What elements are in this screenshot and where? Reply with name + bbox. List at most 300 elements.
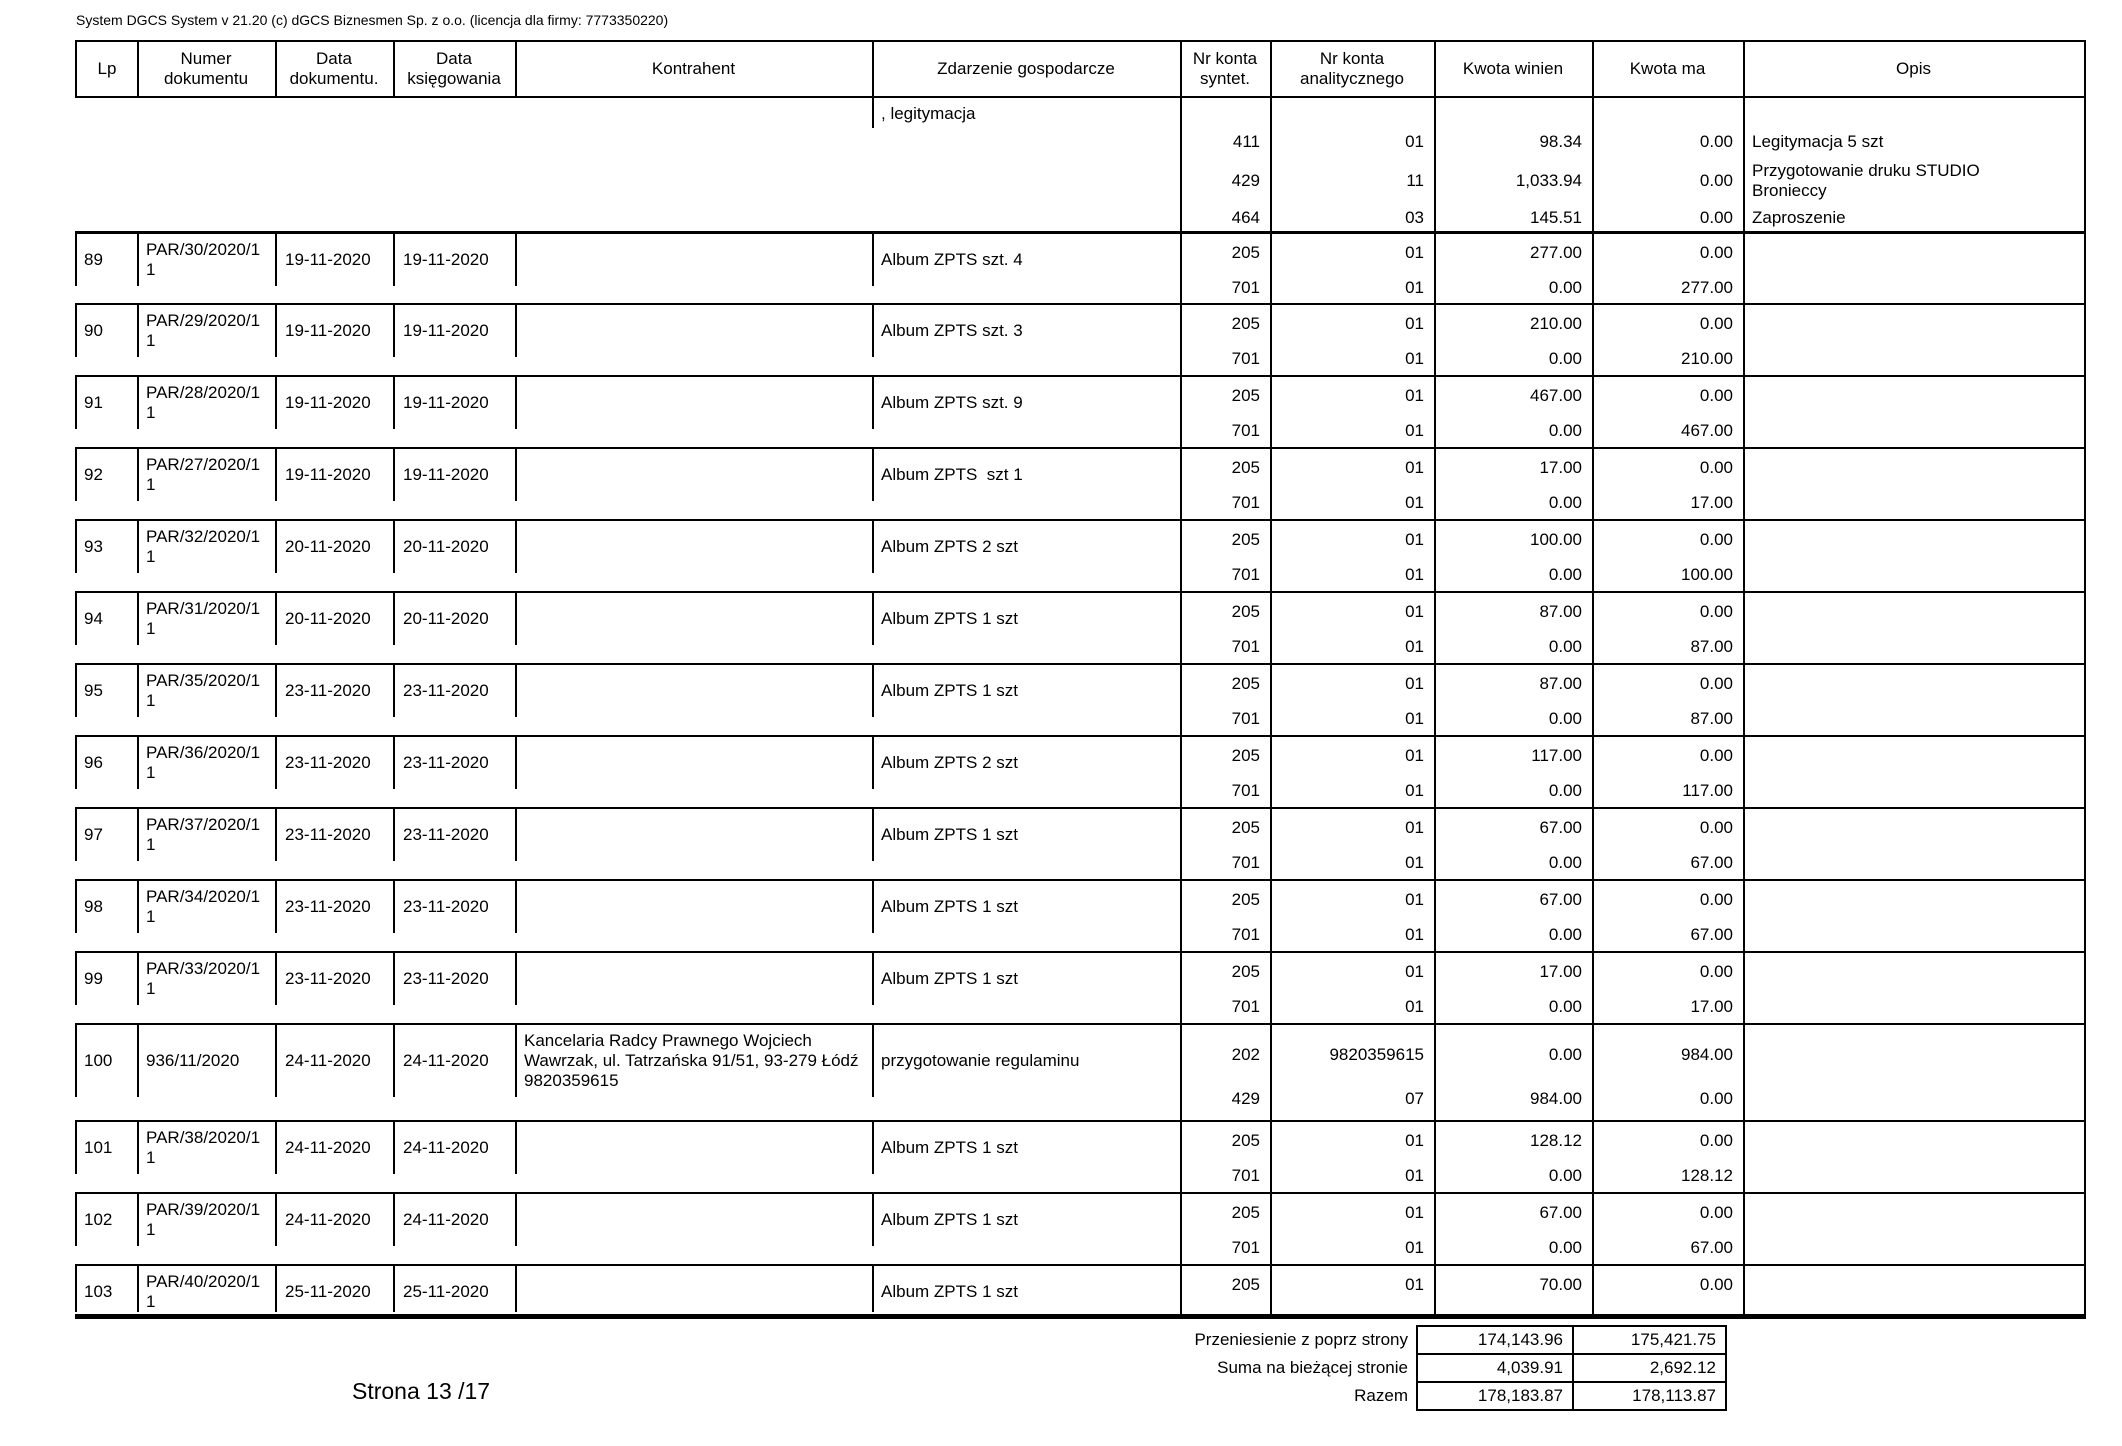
doc-number-cell bbox=[137, 377, 275, 429]
doc-date-cell bbox=[275, 665, 393, 717]
credit-cell: 984.00 bbox=[1681, 1045, 1733, 1064]
acct-analytic-cell: 01 bbox=[1405, 457, 1424, 477]
table-header bbox=[75, 40, 2086, 98]
posting-date-cell bbox=[393, 665, 515, 717]
debit-cell: 87.00 bbox=[1539, 601, 1582, 621]
debit-cell: 100.00 bbox=[1530, 529, 1582, 549]
acct-analytic-cell: 01 bbox=[1405, 996, 1424, 1016]
posting-date-cell bbox=[393, 1194, 515, 1246]
debit-cell: 0.00 bbox=[1548, 852, 1582, 872]
acct-analytic-cell: 01 bbox=[1405, 673, 1424, 693]
event-cell bbox=[872, 449, 1180, 501]
debit-cell: 0.00 bbox=[1548, 492, 1582, 512]
header-contractor: Kontrahent bbox=[651, 59, 736, 78]
lp-cell-text: 91 bbox=[84, 393, 103, 412]
doc-date-cell bbox=[275, 1266, 393, 1314]
summary-credit-value: 2,692.12 bbox=[1572, 1353, 1727, 1383]
page-cut-line bbox=[75, 1314, 2086, 1319]
credit-cell: 0.00 bbox=[1699, 745, 1733, 765]
table-row bbox=[75, 447, 2086, 519]
description-cell bbox=[1743, 1077, 2086, 1121]
summary-label: Suma na bieżącej stronie bbox=[1217, 1358, 1408, 1377]
account-lines bbox=[1180, 737, 2086, 808]
doc-number-cell-text: PAR/29/2020/11 bbox=[146, 311, 261, 350]
doc-number-cell bbox=[137, 881, 275, 933]
acct-analytic-cell: 01 bbox=[1405, 385, 1424, 405]
credit-cell: 67.00 bbox=[1690, 924, 1733, 944]
doc-date-cell-text: 23-11-2020 bbox=[285, 681, 371, 700]
doc-date-cell bbox=[275, 737, 393, 789]
table-row bbox=[75, 591, 2086, 663]
contractor-cell bbox=[515, 234, 872, 286]
posting-date-cell bbox=[393, 1266, 515, 1314]
doc-date-cell-text: 23-11-2020 bbox=[285, 897, 371, 916]
lp-cell-text: 89 bbox=[84, 250, 103, 269]
acct-synt-cell: 205 bbox=[1231, 889, 1260, 909]
credit-cell: 467.00 bbox=[1681, 420, 1733, 440]
credit-cell: 0.00 bbox=[1699, 132, 1733, 151]
account-line bbox=[1180, 1267, 2086, 1302]
doc-number-cell-text: PAR/31/2020/11 bbox=[146, 599, 261, 638]
table-row bbox=[75, 1023, 2086, 1120]
account-lines bbox=[1180, 881, 2086, 952]
acct-analytic-cell: 01 bbox=[1405, 817, 1424, 837]
system-info-line: System DGCS System v 21.20 (c) dGCS Biznesmen Sp. z o.o. (licencja dla firmy: 7773350220) bbox=[76, 12, 669, 28]
account-line bbox=[1180, 917, 2086, 952]
doc-date-cell-text: 23-11-2020 bbox=[285, 969, 371, 988]
acct-synt-cell: 205 bbox=[1231, 961, 1260, 981]
account-line bbox=[1180, 235, 2086, 270]
doc-date-cell bbox=[275, 305, 393, 357]
posting-date-cell bbox=[393, 377, 515, 429]
header-lp: Lp bbox=[97, 59, 117, 78]
doc-number-cell-text: PAR/40/2020/11 bbox=[146, 1272, 261, 1311]
lp-cell bbox=[75, 953, 137, 1005]
doc-date-cell-text: 25-11-2020 bbox=[285, 1282, 371, 1301]
posting-date-cell bbox=[393, 521, 515, 573]
acct-synt-cell: 205 bbox=[1231, 1202, 1260, 1222]
debit-cell: 0.00 bbox=[1548, 420, 1582, 440]
doc-number-cell bbox=[137, 521, 275, 573]
doc-date-cell-text: 24-11-2020 bbox=[285, 1051, 371, 1070]
table-row bbox=[75, 303, 2086, 375]
doc-date-cell-text: 19-11-2020 bbox=[285, 321, 371, 340]
account-line bbox=[1180, 1195, 2086, 1230]
table-row bbox=[75, 1264, 2086, 1314]
lp-cell bbox=[75, 1194, 137, 1246]
event-cell bbox=[872, 665, 1180, 717]
lp-cell bbox=[75, 305, 137, 357]
posting-date-cell-text: 19-11-2020 bbox=[403, 465, 489, 484]
doc-date-cell bbox=[275, 1194, 393, 1246]
lp-cell-text: 93 bbox=[84, 537, 103, 556]
description-cell bbox=[1743, 126, 2086, 158]
lp-cell-text: 96 bbox=[84, 753, 103, 772]
posting-date-cell-text: 19-11-2020 bbox=[403, 321, 489, 340]
debit-cell: 70.00 bbox=[1539, 1274, 1582, 1294]
debit-cell: 0.00 bbox=[1548, 1237, 1582, 1257]
header-doc-number: Numer dokumentu bbox=[163, 49, 249, 88]
event-cell bbox=[872, 1122, 1180, 1174]
acct-analytic-cell: 01 bbox=[1405, 601, 1424, 621]
acct-analytic-cell: 01 bbox=[1405, 132, 1424, 151]
acct-synt-cell: 205 bbox=[1231, 385, 1260, 405]
account-line bbox=[1180, 413, 2086, 448]
doc-number-cell bbox=[137, 1194, 275, 1246]
credit-cell: 0.00 bbox=[1699, 889, 1733, 909]
doc-date-cell bbox=[275, 234, 393, 286]
posting-date-cell-text: 25-11-2020 bbox=[403, 1282, 489, 1301]
acct-synt-cell: 701 bbox=[1231, 492, 1260, 512]
event-cell-text: Album ZPTS 2 szt bbox=[881, 753, 1018, 772]
description-cell bbox=[1743, 1267, 2086, 1302]
debit-cell: 210.00 bbox=[1530, 313, 1582, 333]
posting-date-cell-text: 23-11-2020 bbox=[403, 753, 489, 772]
debit-cell: 0.00 bbox=[1548, 924, 1582, 944]
doc-number-cell bbox=[137, 737, 275, 789]
posting-date-cell-text: 24-11-2020 bbox=[403, 1138, 489, 1157]
event-cell bbox=[872, 1025, 1180, 1097]
description-cell bbox=[1743, 1230, 2086, 1265]
account-line bbox=[1180, 557, 2086, 592]
continuation-lines bbox=[1180, 126, 2086, 233]
acct-analytic-cell: 03 bbox=[1405, 208, 1424, 227]
account-line bbox=[1180, 989, 2086, 1024]
event-cell bbox=[872, 809, 1180, 861]
credit-cell: 0.00 bbox=[1699, 673, 1733, 693]
description-text: Przygotowanie druku STUDIO Bronieccy bbox=[1752, 160, 1980, 200]
description-cell bbox=[1743, 1158, 2086, 1193]
posting-date-cell-text: 23-11-2020 bbox=[403, 897, 489, 916]
lp-cell bbox=[75, 737, 137, 789]
event-cell bbox=[872, 377, 1180, 429]
lp-cell-text: 90 bbox=[84, 321, 103, 340]
account-line bbox=[1180, 1033, 2086, 1077]
header-doc-date: Data dokumentu. bbox=[289, 49, 379, 88]
credit-cell: 0.00 bbox=[1699, 208, 1733, 227]
ledger-table bbox=[75, 40, 2086, 1421]
posting-date-cell-text: 20-11-2020 bbox=[403, 537, 489, 556]
doc-number-cell bbox=[137, 1025, 275, 1097]
debit-cell: 1,033.94 bbox=[1515, 170, 1582, 190]
credit-cell: 0.00 bbox=[1699, 1130, 1733, 1150]
acct-synt-cell: 205 bbox=[1231, 745, 1260, 765]
posting-date-cell bbox=[393, 737, 515, 789]
event-cell bbox=[872, 881, 1180, 933]
acct-analytic-cell: 01 bbox=[1405, 636, 1424, 656]
posting-date-cell bbox=[393, 953, 515, 1005]
lp-cell-text: 103 bbox=[84, 1282, 113, 1301]
event-cell-text: Album ZPTS 1 szt bbox=[881, 825, 1018, 844]
account-lines bbox=[1180, 449, 2086, 520]
acct-analytic-cell: 01 bbox=[1405, 564, 1424, 584]
description-cell bbox=[1743, 158, 2086, 203]
doc-date-cell bbox=[275, 881, 393, 933]
doc-date-cell-text: 20-11-2020 bbox=[285, 609, 371, 628]
description-cell bbox=[1743, 270, 2086, 305]
account-line bbox=[1180, 666, 2086, 701]
event-cell-text: Album ZPTS szt. 3 bbox=[881, 321, 1023, 340]
credit-cell: 87.00 bbox=[1690, 708, 1733, 728]
acct-synt-cell: 205 bbox=[1231, 313, 1260, 333]
doc-date-cell-text: 19-11-2020 bbox=[285, 393, 371, 412]
acct-synt-cell: 205 bbox=[1231, 457, 1260, 477]
account-line bbox=[1180, 378, 2086, 413]
debit-cell: 98.34 bbox=[1539, 132, 1582, 151]
account-line bbox=[1180, 1230, 2086, 1265]
account-lines bbox=[1180, 1025, 2086, 1121]
event-cell-text: przygotowanie regulaminu bbox=[881, 1051, 1080, 1070]
description-cell bbox=[1743, 629, 2086, 664]
contractor-cell bbox=[515, 593, 872, 645]
event-cell-text: Album ZPTS szt. 4 bbox=[881, 250, 1023, 269]
acct-synt-cell: 701 bbox=[1231, 1165, 1260, 1185]
continuation-section bbox=[75, 98, 2086, 231]
event-cell bbox=[872, 305, 1180, 357]
description-text: Zaproszenie bbox=[1752, 208, 1846, 227]
table-row bbox=[75, 879, 2086, 951]
doc-date-cell bbox=[275, 593, 393, 645]
acct-analytic-cell: 01 bbox=[1405, 1130, 1424, 1150]
credit-cell: 0.00 bbox=[1699, 961, 1733, 981]
summary-debit-value: 174,143.96 bbox=[1416, 1325, 1574, 1355]
summary-row bbox=[75, 1325, 2086, 1355]
doc-date-cell-text: 20-11-2020 bbox=[285, 537, 371, 556]
doc-date-cell bbox=[275, 953, 393, 1005]
lp-cell bbox=[75, 593, 137, 645]
credit-cell: 0.00 bbox=[1699, 457, 1733, 477]
account-lines bbox=[1180, 305, 2086, 376]
header-debit: Kwota winien bbox=[1462, 59, 1564, 78]
doc-number-cell-text: PAR/30/2020/11 bbox=[146, 240, 261, 279]
event-cell bbox=[872, 1266, 1180, 1314]
acct-synt-cell: 701 bbox=[1231, 852, 1260, 872]
acct-analytic-cell: 01 bbox=[1405, 420, 1424, 440]
table-row bbox=[75, 1120, 2086, 1192]
event-cell-text: Album ZPTS 1 szt bbox=[881, 969, 1018, 988]
lp-cell-text: 102 bbox=[84, 1210, 113, 1229]
contractor-cell bbox=[515, 953, 872, 1005]
acct-analytic-cell: 01 bbox=[1405, 852, 1424, 872]
account-line bbox=[1180, 1123, 2086, 1158]
event-cell-text: Album ZPTS 2 szt bbox=[881, 537, 1018, 556]
contractor-cell bbox=[515, 449, 872, 501]
doc-number-cell-text: PAR/38/2020/11 bbox=[146, 1128, 261, 1167]
table-row bbox=[75, 735, 2086, 807]
acct-synt-cell: 701 bbox=[1231, 996, 1260, 1016]
account-line bbox=[1180, 270, 2086, 305]
acct-synt-cell: 205 bbox=[1231, 673, 1260, 693]
credit-cell: 0.00 bbox=[1699, 242, 1733, 262]
event-cell-text: Album ZPTS 1 szt bbox=[881, 681, 1018, 700]
acct-analytic-cell: 01 bbox=[1405, 242, 1424, 262]
description-cell bbox=[1743, 954, 2086, 989]
account-lines bbox=[1180, 1194, 2086, 1265]
description-cell bbox=[1743, 235, 2086, 270]
event-cell bbox=[872, 737, 1180, 789]
account-line bbox=[1180, 450, 2086, 485]
debit-cell: 17.00 bbox=[1539, 457, 1582, 477]
account-line bbox=[1180, 203, 2086, 233]
event-cell bbox=[872, 1194, 1180, 1246]
page-number: Strona 13 /17 bbox=[352, 1378, 491, 1404]
contractor-cell bbox=[515, 377, 872, 429]
acct-synt-cell: 205 bbox=[1231, 817, 1260, 837]
credit-cell: 87.00 bbox=[1690, 636, 1733, 656]
doc-number-cell bbox=[137, 953, 275, 1005]
acct-analytic-cell: 01 bbox=[1405, 1202, 1424, 1222]
account-lines bbox=[1180, 1266, 2086, 1302]
credit-cell: 0.00 bbox=[1699, 817, 1733, 837]
lp-cell-text: 97 bbox=[84, 825, 103, 844]
summary-credit-value: 178,113.87 bbox=[1572, 1381, 1727, 1411]
acct-synt-cell: 701 bbox=[1231, 564, 1260, 584]
description-cell bbox=[1743, 917, 2086, 952]
acct-analytic-cell: 01 bbox=[1405, 492, 1424, 512]
lp-cell bbox=[75, 1122, 137, 1174]
contractor-cell bbox=[515, 1194, 872, 1246]
debit-cell: 67.00 bbox=[1539, 817, 1582, 837]
doc-date-cell-text: 24-11-2020 bbox=[285, 1210, 371, 1229]
event-cell-text: Album ZPTS szt. 9 bbox=[881, 393, 1023, 412]
doc-date-cell-text: 24-11-2020 bbox=[285, 1138, 371, 1157]
account-line bbox=[1180, 845, 2086, 880]
account-line bbox=[1180, 954, 2086, 989]
doc-number-cell-text: PAR/39/2020/11 bbox=[146, 1200, 261, 1239]
lp-cell bbox=[75, 881, 137, 933]
summary-label: Razem bbox=[1354, 1386, 1408, 1405]
account-line bbox=[1180, 594, 2086, 629]
lp-cell-text: 100 bbox=[84, 1051, 113, 1070]
event-cell bbox=[872, 593, 1180, 645]
description-cell bbox=[1743, 1033, 2086, 1077]
doc-number-cell-text: PAR/33/2020/11 bbox=[146, 959, 261, 998]
posting-date-cell bbox=[393, 881, 515, 933]
debit-cell: 0.00 bbox=[1548, 348, 1582, 368]
doc-number-cell bbox=[137, 449, 275, 501]
acct-synt-cell: 429 bbox=[1231, 170, 1260, 190]
description-cell bbox=[1743, 522, 2086, 557]
debit-cell: 145.51 bbox=[1530, 208, 1582, 227]
posting-date-cell bbox=[393, 234, 515, 286]
description-cell bbox=[1743, 989, 2086, 1024]
posting-date-cell bbox=[393, 809, 515, 861]
acct-synt-cell: 205 bbox=[1231, 242, 1260, 262]
credit-cell: 17.00 bbox=[1690, 996, 1733, 1016]
doc-date-cell-text: 23-11-2020 bbox=[285, 753, 371, 772]
posting-date-cell-text: 20-11-2020 bbox=[403, 609, 489, 628]
doc-number-cell bbox=[137, 809, 275, 861]
account-line bbox=[1180, 485, 2086, 520]
debit-cell: 117.00 bbox=[1531, 745, 1582, 765]
description-text: Legitymacja 5 szt bbox=[1752, 132, 1884, 151]
acct-analytic-cell: 11 bbox=[1406, 170, 1424, 190]
lp-cell bbox=[75, 809, 137, 861]
credit-cell: 100.00 bbox=[1681, 564, 1733, 584]
summary-section bbox=[75, 1325, 2086, 1421]
posting-date-cell-text: 23-11-2020 bbox=[403, 681, 489, 700]
debit-cell: 0.00 bbox=[1548, 780, 1582, 800]
acct-synt-cell: 701 bbox=[1231, 780, 1260, 800]
account-line bbox=[1180, 738, 2086, 773]
table-row bbox=[75, 807, 2086, 879]
contractor-cell bbox=[515, 305, 872, 357]
doc-number-cell bbox=[137, 593, 275, 645]
debit-cell: 984.00 bbox=[1530, 1089, 1582, 1108]
table-row bbox=[75, 663, 2086, 735]
summary-label: Przeniesienie z poprz strony bbox=[1194, 1330, 1408, 1349]
description-cell bbox=[1743, 738, 2086, 773]
account-line bbox=[1180, 126, 2086, 158]
debit-cell: 0.00 bbox=[1548, 1045, 1582, 1064]
description-cell bbox=[1743, 810, 2086, 845]
credit-cell: 0.00 bbox=[1699, 1089, 1733, 1108]
credit-cell: 0.00 bbox=[1699, 1202, 1733, 1222]
acct-analytic-cell: 01 bbox=[1405, 529, 1424, 549]
event-cell bbox=[872, 234, 1180, 286]
account-line bbox=[1180, 1077, 2086, 1121]
event-cell-text: Album ZPTS 1 szt bbox=[881, 897, 1018, 916]
credit-cell: 0.00 bbox=[1699, 170, 1733, 190]
event-cell-text: Album ZPTS 1 szt bbox=[881, 1210, 1018, 1229]
contractor-cell-text: Kancelaria Radcy Prawnego Wojciech Wawrzak, ul. Tatrzańska 91/51, 93-279 Łódź 9820359615 bbox=[524, 1031, 859, 1090]
credit-cell: 0.00 bbox=[1699, 601, 1733, 621]
acct-analytic-cell: 01 bbox=[1405, 348, 1424, 368]
account-lines bbox=[1180, 234, 2086, 305]
lp-cell-text: 94 bbox=[84, 609, 103, 628]
account-lines bbox=[1180, 809, 2086, 880]
lp-cell bbox=[75, 449, 137, 501]
event-cell bbox=[872, 953, 1180, 1005]
acct-synt-cell: 701 bbox=[1231, 636, 1260, 656]
credit-cell: 67.00 bbox=[1690, 1237, 1733, 1257]
event-cell bbox=[872, 521, 1180, 573]
table-row bbox=[75, 375, 2086, 447]
header-acct-synt: Nr konta syntet. bbox=[1192, 49, 1258, 88]
debit-cell: 67.00 bbox=[1539, 889, 1582, 909]
acct-analytic-cell: 01 bbox=[1405, 1237, 1424, 1257]
account-lines bbox=[1180, 377, 2086, 448]
account-line bbox=[1180, 773, 2086, 808]
event-cell-text: Album ZPTS 1 szt bbox=[881, 1282, 1018, 1301]
table-row bbox=[75, 951, 2086, 1023]
description-cell bbox=[1743, 203, 2086, 233]
doc-number-cell-text: PAR/27/2020/11 bbox=[146, 455, 261, 494]
event-cell-text: Album ZPTS 1 szt bbox=[881, 1138, 1018, 1157]
contractor-cell bbox=[515, 1266, 872, 1314]
description-cell bbox=[1743, 341, 2086, 376]
acct-synt-cell: 205 bbox=[1231, 1274, 1260, 1294]
contractor-cell bbox=[515, 1122, 872, 1174]
doc-date-cell bbox=[275, 1025, 393, 1097]
acct-analytic-cell: 01 bbox=[1405, 313, 1424, 333]
debit-cell: 0.00 bbox=[1548, 636, 1582, 656]
contractor-cell bbox=[515, 521, 872, 573]
debit-cell: 0.00 bbox=[1548, 708, 1582, 728]
doc-number-cell-text: PAR/37/2020/11 bbox=[146, 815, 261, 854]
entries bbox=[75, 231, 2086, 1314]
acct-synt-cell: 701 bbox=[1231, 420, 1260, 440]
account-lines bbox=[1180, 953, 2086, 1024]
description-cell bbox=[1743, 557, 2086, 592]
credit-cell: 210.00 bbox=[1681, 348, 1733, 368]
lp-cell-text: 95 bbox=[84, 681, 103, 700]
contractor-cell bbox=[515, 737, 872, 789]
credit-cell: 17.00 bbox=[1690, 492, 1733, 512]
description-cell bbox=[1743, 485, 2086, 520]
credit-cell: 117.00 bbox=[1682, 780, 1733, 800]
description-cell bbox=[1743, 306, 2086, 341]
